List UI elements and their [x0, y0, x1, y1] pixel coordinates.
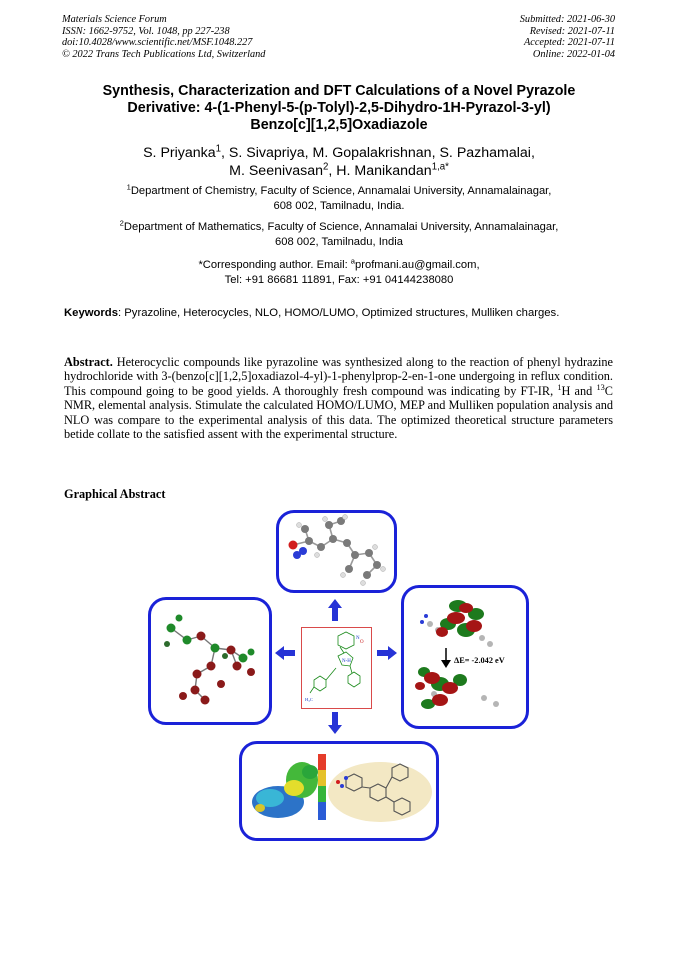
chemical-structure-panel [301, 627, 372, 709]
corr-marker: a [350, 256, 356, 266]
copyright: © 2022 Trans Tech Publications Ltd, Switzerland [62, 48, 266, 60]
author-name: M. Gopalakrishnan [312, 145, 432, 161]
affil-text: 608 002, Tamilnadu, India [275, 235, 403, 248]
affiliation-1 [60, 184, 618, 213]
corr-label: *Corresponding author. Email: [198, 259, 351, 271]
affil-number: 2 [119, 218, 124, 228]
abstract-text: Heterocyclic compounds like pyrazoline was synthesized along to the reaction of phenyl hydrazine hydrochloride with 3-(benzo[c][1,2,5]oxadiazol-4-yl)-1-phenylprop-2-en-1-one undergoing in reflux condition. This compound going to be good yields. A thoroughly fresh compound was indicating by FT-IR, [64, 355, 613, 398]
author-name: S. Sivapriya [228, 145, 305, 161]
affil-number: 1 [126, 182, 131, 192]
author-name: H. Manikandan [336, 163, 432, 179]
journal-name: Materials Science Forum [62, 14, 167, 25]
author-affil-marker: 2 [323, 161, 329, 173]
journal-info [62, 14, 265, 60]
arrow-left-icon [275, 646, 295, 660]
keywords-text: : Pyrazoline, Heterocycles, NLO, HOMO/LUMO, Optimized structures, Mulliken charges. [118, 307, 560, 319]
date-submitted: Submitted: 2021-06-30 [519, 14, 615, 25]
affil-text: 608 002, Tamilnadu, India. [273, 199, 405, 212]
date-online: Online: 2022-01-04 [532, 48, 615, 60]
author-name: S. Priyanka [143, 145, 216, 161]
affil-text: Department of Chemistry, Faculty of Science, Annamalai University, Annamalainagar, [130, 185, 552, 197]
author-name: S. Pazhamalai, [439, 145, 535, 161]
graphical-abstract-heading: Graphical Abstract [64, 487, 166, 501]
mulliken-charges-image [151, 600, 269, 722]
corresponding-author [60, 258, 618, 287]
publication-dates [520, 14, 615, 60]
title-line: Derivative: 4-(1-Phenyl-5-(p-Tolyl)-2,5-Dihydro-1H-Pyrazol-3-yl) [127, 100, 551, 116]
energy-gap-label: ΔE= -2.042 eV [454, 656, 505, 665]
corr-phone: Tel: +91 86681 11891, Fax: +91 04144238080 [224, 273, 454, 286]
nh-label: N-H [342, 659, 351, 664]
keywords-label: Keywords [64, 307, 118, 319]
arrow-up-icon [328, 599, 342, 621]
nitrogen-label: N [356, 636, 360, 641]
paper-title [40, 83, 638, 134]
arrow-right-icon [377, 646, 397, 660]
author-line: S. Priyanka$^1$, S. Sivapriya, M. Gopalakrishnan, S. Pazhamalai, [143, 143, 535, 161]
methyl-label: H₃C [305, 697, 313, 702]
title-line: Synthesis, Characterization and DFT Calculations of a Novel Pyrazole [102, 83, 576, 99]
abstract-text: C NMR, elemental analysis. Stimulate the calculated HOMO/LUMO, MEP and Mulliken population analysis and NLO was compare to the experimental analysis of this data. The optimized theoretical structure parameters betide collate to the satisfied assent with the experimental structure. [64, 383, 613, 442]
journal-issn: ISSN: 1662-9752, Vol. 1048, pp 227-238 [62, 25, 230, 37]
abstract-sup: 13 [596, 382, 605, 392]
author-line: M. Seenivasan$^2$, H. Manikandan$^{1,a*}$ [229, 161, 449, 179]
abstract-sup: 1 [557, 382, 562, 392]
affiliation-2 [60, 220, 618, 249]
author-list [40, 144, 638, 180]
journal-doi[interactable]: doi:10.4028/www.scientific.net/MSF.1048.227 [62, 37, 253, 49]
mep-nlo-panel [239, 741, 439, 841]
mep-nlo-image [242, 744, 436, 838]
keywords [64, 307, 613, 321]
title-line: Benzo[c][1,2,5]Oxadiazole [250, 117, 428, 133]
abstract [64, 355, 613, 441]
abstract-text: H and [561, 383, 597, 398]
optimized-structure-image [279, 513, 394, 590]
affil-text: Department of Mathematics, Faculty of Science, Annamalai University, Annamalainagar, [123, 221, 559, 233]
pyrazoline-structure-drawing [302, 628, 371, 708]
oxygen-label: O [360, 640, 364, 645]
author-affil-marker: 1,a* [431, 161, 449, 173]
corr-email[interactable]: profmani.au@gmail.com, [355, 259, 480, 271]
date-revised: Revised: 2021-07-11 [529, 25, 615, 37]
date-accepted: Accepted: 2021-07-11 [523, 37, 615, 49]
author-affil-marker: 1 [215, 143, 222, 155]
author-name: M. Seenivasan [229, 163, 323, 179]
abstract-label: Abstract. [64, 355, 113, 369]
optimized-structure-panel [276, 510, 397, 593]
mulliken-charges-panel [148, 597, 272, 725]
arrow-down-icon [328, 712, 342, 734]
